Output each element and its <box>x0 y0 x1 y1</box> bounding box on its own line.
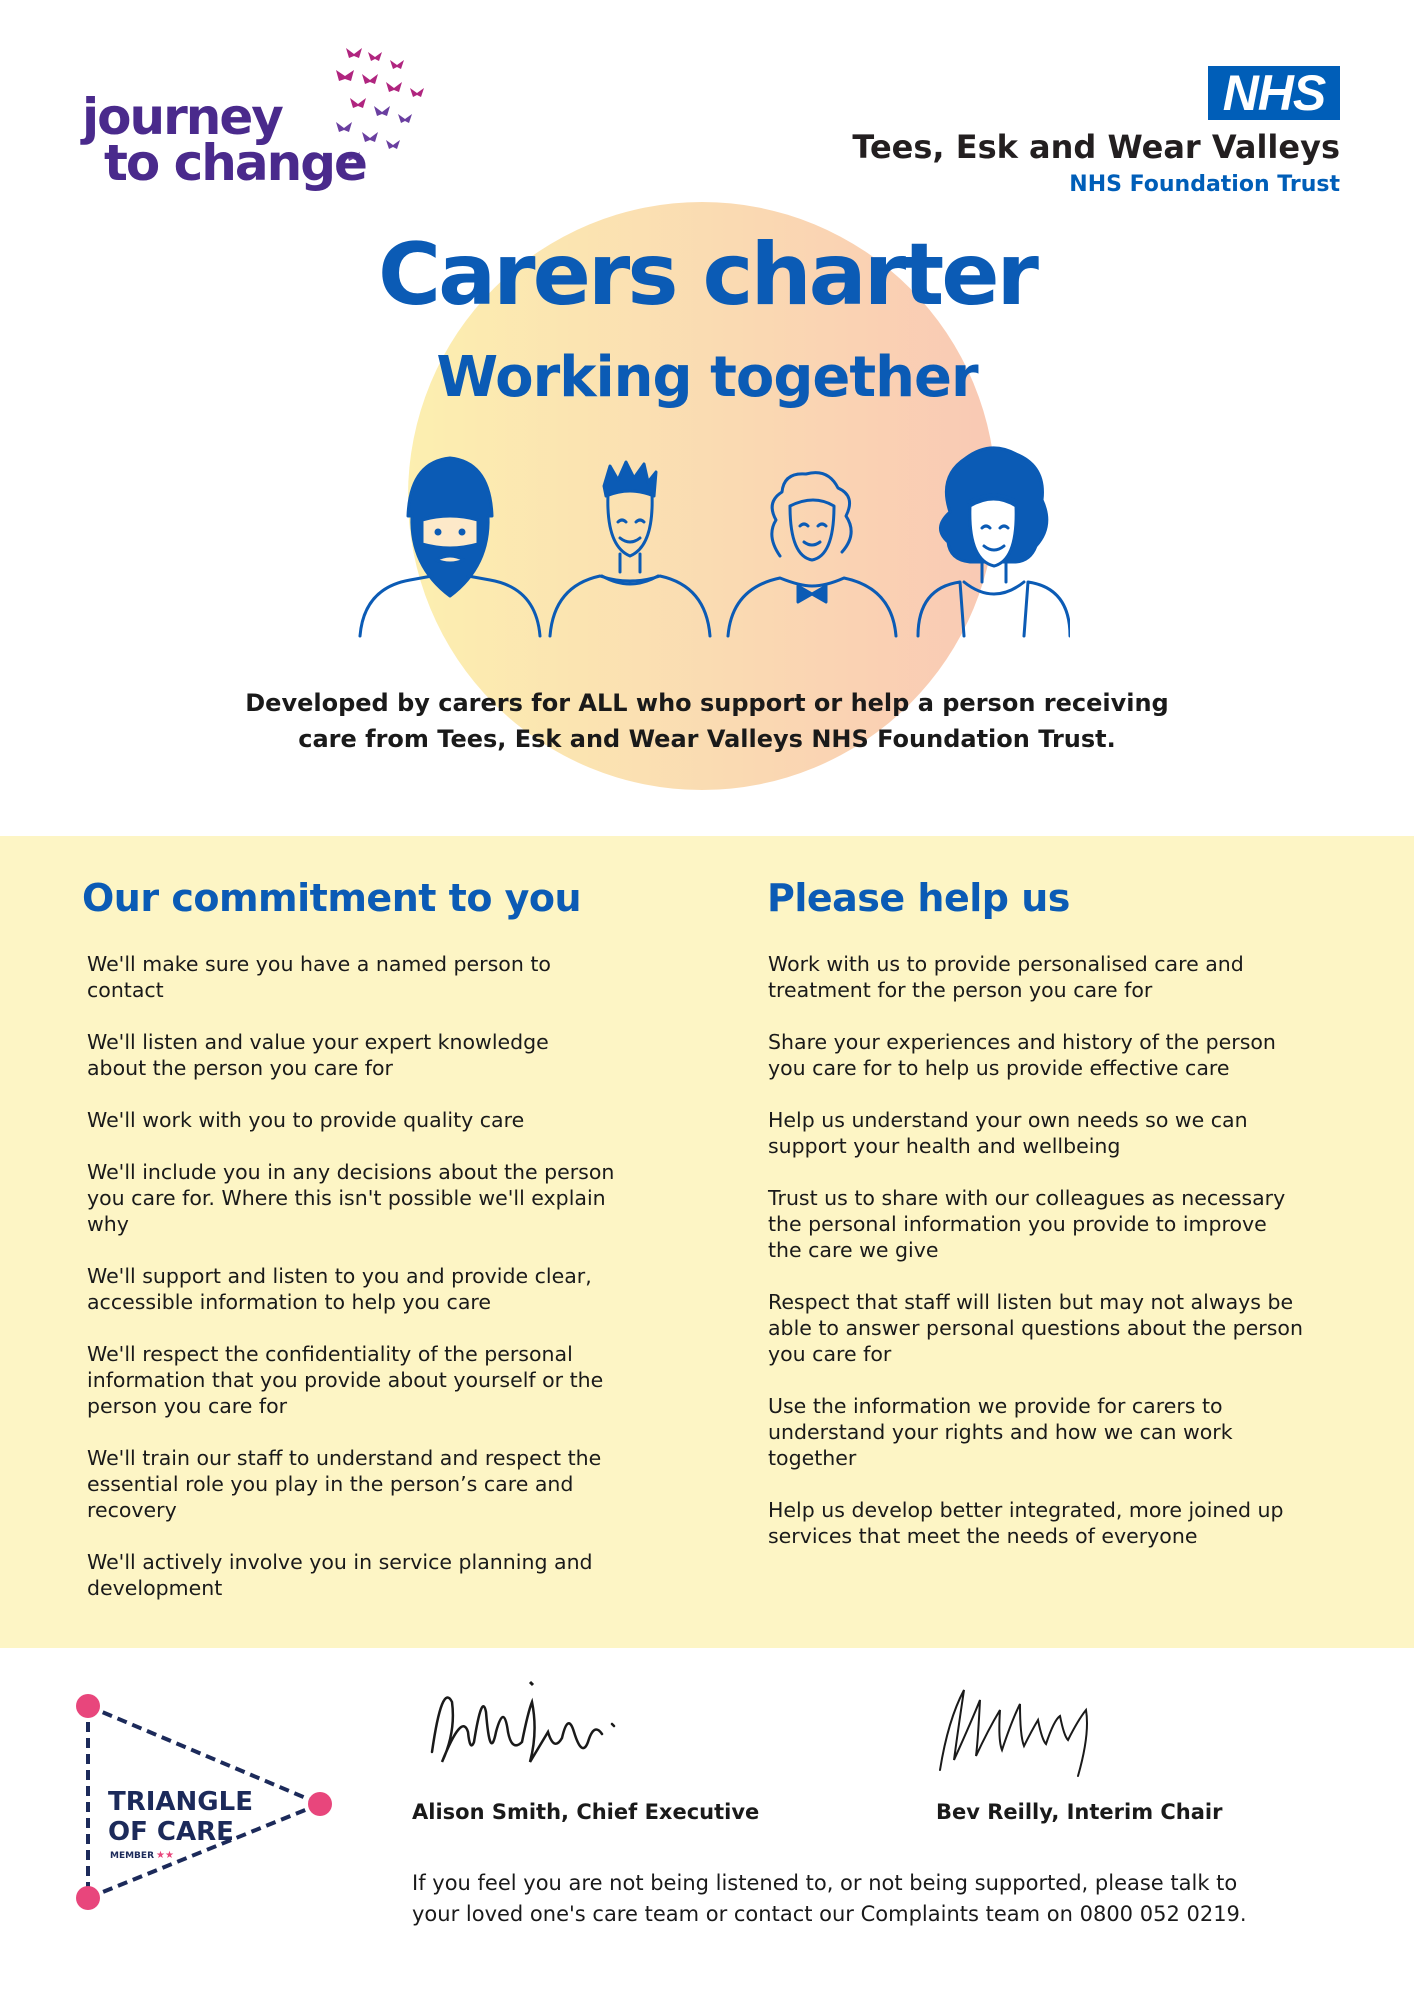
help-item: Help us understand your own needs so we can support your health and wellbeing <box>768 1108 1248 1158</box>
commitment-item: We'll make sure you have a named person to contact <box>87 952 551 1002</box>
triangle-dot <box>76 1886 100 1910</box>
person-curly-hair-icon <box>728 473 896 636</box>
help-list <box>768 951 1368 1575</box>
page-subtitle: Working together <box>436 345 978 410</box>
triangle-member-text: MEMBER <box>110 1851 154 1861</box>
signature-caption-chief-executive: Alison Smith, Chief Executive <box>412 1800 760 1824</box>
help-item: Share your experiences and history of the person you care for to help us provide effective care <box>768 1030 1276 1080</box>
complaints-note-line-1: If you feel you are not being listened to, or not being supported, please talk to <box>412 1871 1238 1895</box>
person-afro-icon <box>918 448 1070 636</box>
commitment-item: We'll support and listen to you and provide clear, accessible information to help you care <box>87 1264 592 1314</box>
nhs-logo: NHS <box>1208 66 1340 120</box>
signature-caption-interim-chair: Bev Reilly, Interim Chair <box>936 1800 1223 1824</box>
person-turban-icon <box>360 458 540 636</box>
triangle-text-line1: TRIANGLE <box>108 1787 253 1817</box>
logo-text-journey: journey <box>82 88 282 146</box>
commitment-item: We'll actively involve you in service planning and development <box>87 1550 593 1600</box>
signature-alison-smith <box>412 1672 642 1782</box>
help-item: Respect that staff will listen but may not always be able to answer personal questions about the person you care for <box>768 1290 1303 1366</box>
intro-line-2: care from Tees, Esk and Wear Valleys NHS Foundation Trust. <box>298 725 1116 753</box>
trust-subtitle: NHS Foundation Trust <box>1069 172 1340 197</box>
help-item: Help us develop better integrated, more joined up services that meet the needs of everyone <box>768 1498 1284 1548</box>
help-heading: Please help us <box>767 876 1070 920</box>
commitment-heading: Our commitment to you <box>82 876 582 920</box>
commitment-item: We'll listen and value your expert knowledge about the person you care for <box>87 1030 549 1080</box>
logo-text-to-change: to change <box>104 134 366 192</box>
triangle-dot <box>308 1792 332 1816</box>
commitment-item: We'll include you in any decisions about the person you care for. Where this isn't possible we'll explain why <box>87 1160 615 1236</box>
person-man-icon <box>550 462 710 636</box>
intro-line-1: Developed by carers for ALL who support or help a person receiving <box>245 689 1169 717</box>
complaints-note <box>412 1868 1372 1930</box>
help-item: Trust us to share with our colleagues as necessary the personal information you provide to improve the care we give <box>768 1186 1286 1262</box>
triangle-dot <box>76 1694 100 1718</box>
help-item: Use the information we provide for carers to understand your rights and how we can work together <box>768 1394 1233 1470</box>
help-item: Work with us to provide personalised care and treatment for the person you care for <box>768 952 1244 1002</box>
intro-text <box>150 685 1264 757</box>
triangle-text-line2: OF CARE <box>108 1817 234 1847</box>
commitment-list <box>87 951 687 1627</box>
commitment-item: We'll respect the confidentiality of the personal information that you provide about yourself or the person you care for <box>87 1342 604 1418</box>
people-illustration <box>350 436 1070 656</box>
commitment-item: We'll work with you to provide quality care <box>87 1108 525 1132</box>
star-icon: ★★ <box>156 1850 174 1861</box>
commitment-item: We'll train our staff to understand and respect the essential role you play in the person’s care and recovery <box>87 1446 602 1522</box>
page-title: Carers charter <box>378 225 1036 325</box>
trust-name: Tees, Esk and Wear Valleys <box>852 128 1340 166</box>
journey-to-change-logo <box>76 40 426 200</box>
signature-bev-reilly <box>928 1680 1128 1780</box>
triangle-of-care-logo <box>74 1692 344 1912</box>
complaints-note-line-2: your loved one's care team or contact our Complaints team on 0800 052 0219. <box>412 1902 1247 1926</box>
